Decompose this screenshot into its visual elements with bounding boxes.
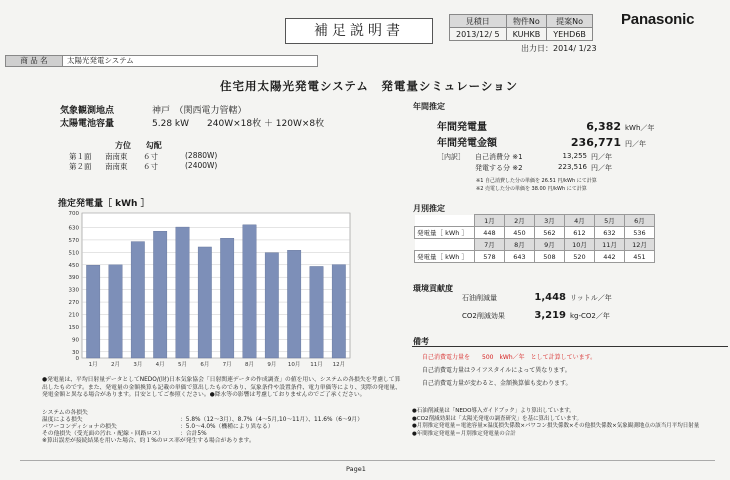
x-tick-label: 1月 [88,362,98,368]
loss-key: 温度による損失 [42,417,83,423]
co2-unit: kg-CO2／年 [570,312,610,320]
month-header: 2月 [505,215,535,227]
loss-block [42,410,412,445]
oil-reduction [462,292,612,303]
co2-label: CO2削減効果 [462,312,505,320]
y-tick-label: 390 [68,275,79,282]
page-title: 住宅用太陽光発電システム 発電量シミュレーション [220,79,519,93]
chart-bar [243,225,256,358]
y-tick-label: 700 [68,211,79,217]
x-tick-label: 8月 [245,362,254,368]
annual-amount-label: 年間発電金額 [437,138,497,149]
annual-amount-unit: 円／年 [625,140,646,148]
face-watts: (2400W) [185,161,218,170]
station-label: 気象観測地点 [60,106,115,116]
breakdown-value: 223,516 [558,163,587,171]
face-name: 第１面 [69,152,92,161]
footer-divider [20,460,715,461]
month-value: 578 [475,251,505,263]
output-date: 出力日：2014/ 1/23 [521,44,597,53]
oil-label: 石油削減量 [462,294,497,302]
annual-generation-unit: kWh／年 [625,124,655,132]
meta-header-date: 見積日 [450,15,507,28]
month-value: 632 [595,227,625,239]
y-tick-label: 90 [72,337,79,344]
orientation-header-slope: 勾配 [145,141,162,150]
site-info [60,103,324,129]
meta-value-property: KUHKB [506,28,547,41]
breakdown-label: 自己消費分 ※1 [475,153,523,161]
loss-row [42,431,412,438]
product-value: 太陽光発電システム [63,55,318,67]
loss-value: ：5.0〜4.0%（機種により異なる） [180,424,274,430]
chart-bar [153,231,166,358]
chart-bar [176,227,189,358]
capacity-line [60,116,324,129]
remarks-heading: 備考 [413,337,429,346]
month-header: 1月 [475,215,505,227]
loss-row [42,417,412,424]
panel-faces [69,151,217,171]
product-name-row [5,55,318,67]
x-tick-label: 3月 [133,362,143,368]
chart-bar [265,253,278,358]
breakdown-unit: 円／年 [591,153,612,161]
remark-line: 自己消費電力量が変わると、金額換算値も変わります。 [422,380,572,387]
y-tick-label: 510 [68,250,79,257]
y-tick-label: 0 [75,356,79,362]
x-tick-label: 7月 [222,362,232,368]
month-header: 7月 [475,239,505,251]
remark-line: 自己消費電力量を 500 kWh／年 として計算しています。 [422,354,597,361]
month-value: 508 [535,251,565,263]
calculation-note: ●年間推定発電量＝月別推定発電量の合計 [412,430,516,437]
breakdown-label: 発電する分 ※2 [475,164,523,172]
calculation-note: ●月別推定発電量＝電池容量×温度損失係数×パワコン損失係数×その他損失係数×気象観測地点の該当月平均日射量 [412,423,700,430]
price-footnote: ※1 自己消費した分の単価を 26.51 円/kWh にて計算 [476,178,597,184]
monthly-generation-chart [60,208,360,370]
y-tick-label: 330 [68,287,79,294]
meta-header-proposal: 提案No [547,15,593,28]
simulation-note: ●発電量は、平均日射量データとしてNEDO/(財)日本気象協会「日射関連データの作成調査」の値を用い、システムの各損失を考慮して算出したものです。また、発電量の金額換算も記載の単価で算出したものであり、気象条件や設置条件、電力単価等により、実際の発電量、発電金額と異なる場合があります。目安としてご参照ください。●降水等の影響は考慮しておりませんのでご了承ください。 [42,377,401,399]
face-name: 第２面 [69,162,92,171]
meta-header-property: 物件No [506,15,547,28]
x-tick-label: 11月 [310,362,323,368]
x-tick-label: 10月 [287,362,301,368]
month-value: 612 [565,227,595,239]
capacity-label: 太陽電池容量 [60,119,115,129]
monthly-row-label: 発電量［ kWh ］ [415,227,475,239]
breakdown-prefix: ［内訳］ [437,153,465,161]
annual-generation-label: 年間発電量 [437,122,487,133]
month-header: 3月 [535,215,565,227]
month-header: 6月 [625,215,655,227]
monthly-heading: 月別推定 [413,204,445,213]
breakdown-prefix [437,163,475,173]
chart-bar [220,238,233,358]
breakdown-row [437,152,612,162]
breakdown-value: 13,255 [562,152,587,160]
y-tick-label: 630 [68,225,79,232]
orientation-header-direction: 方位 [115,141,131,150]
chart-title: 推定発電量［ kWh ］ [58,199,150,209]
monthly-corner [415,215,475,227]
chart-bar [332,265,345,358]
product-label: 商 品 名 [5,55,63,67]
remarks-divider [412,346,728,347]
month-value: 450 [505,227,535,239]
meta-value-date: 2013/12/ 5 [450,28,507,41]
x-tick-label: 5月 [178,362,187,368]
calculation-note: ●石油削減量は「NEDO導入ガイドブック」より算出しています。 [412,408,575,414]
month-header: 4月 [565,215,595,227]
annual-amount [437,134,646,149]
orientation-header [115,140,174,151]
x-tick-label: 12月 [332,362,346,368]
month-value: 448 [475,227,505,239]
annual-generation-value: 6,382 [586,120,621,133]
y-tick-label: 150 [68,324,79,331]
month-value: 562 [535,227,565,239]
month-value: 451 [625,251,655,263]
face-direction: 南南東 [105,162,128,171]
face-slope: ６寸 [143,162,158,171]
brand-logo: Panasonic [621,11,695,28]
capacity-value: 5.28 kW 240W×18枚 ＋ 120W×8枚 [152,119,325,129]
face-slope: ６寸 [143,152,158,161]
x-tick-label: 9月 [267,362,277,368]
month-value: 536 [625,227,655,239]
loss-value: ：5.8%（12〜3月）、8.7%（4〜5月,10〜11月）、11.6%（6〜9月） [180,417,364,423]
loss-row [42,424,412,431]
estimate-meta-table [449,14,593,41]
y-tick-label: 210 [68,312,79,319]
y-tick-label: 450 [68,262,79,269]
monthly-corner [415,239,475,251]
chart-bar [198,247,211,358]
x-tick-label: 6月 [200,362,210,368]
annual-heading: 年間推定 [413,102,445,111]
loss-key: パワーコンディショナの損失 [42,424,117,430]
x-tick-label: 4月 [155,362,165,368]
month-value: 520 [565,251,595,263]
station-value: 神戸 （関西電力管轄） [152,106,247,116]
oil-value: 1,448 [534,292,566,303]
chart-bar [131,242,144,358]
document-title: 補足説明書 [285,18,433,44]
co2-value: 3,219 [534,310,566,321]
monthly-table [414,214,655,263]
annual-generation [437,118,654,133]
panel-face-row [69,151,217,161]
face-watts: (2880W) [185,151,218,160]
loss-key: その他損失（受光面の汚れ・配線・回路ロス） [42,431,164,437]
chart-bar [86,265,99,358]
breakdown-unit: 円／年 [591,164,612,172]
environment-heading: 環境貢献度 [413,284,453,293]
x-tick-label: 2月 [111,362,120,368]
remark-line: 自己消費電力量はライフスタイルによって異なります。 [422,367,571,374]
y-tick-label: 30 [72,349,79,356]
y-tick-label: 270 [68,300,79,307]
month-value: 643 [505,251,535,263]
loss-footer: ※算出誤差が接続結果を用いた場合、約１%のロス率が発生する場合があります。 [42,438,255,444]
month-value: 442 [595,251,625,263]
month-header: 11月 [595,239,625,251]
month-header: 8月 [505,239,535,251]
oil-unit: リットル／年 [570,294,612,302]
month-header: 12月 [625,239,655,251]
calculation-note: ●CO2削減効果は「太陽光発電の調査研究」を基に算出しています。 [412,415,583,422]
month-header: 10月 [565,239,595,251]
chart-bar [287,250,300,358]
month-header: 5月 [595,215,625,227]
price-footnote: ※2 売電した分の単価を 38.00 円/kWh にて計算 [476,186,587,192]
loss-title: システムの各損失 [42,410,88,416]
meta-value-proposal: YEHD6B [547,28,593,41]
chart-bar [310,266,323,358]
page-number: Page1 [346,465,366,473]
face-direction: 南南東 [105,152,128,161]
month-header: 9月 [535,239,565,251]
panel-face-row [69,161,217,171]
chart-bar [109,265,122,358]
annual-amount-value: 236,771 [570,136,621,149]
breakdown-row [437,163,612,173]
monthly-row-label: 発電量［ kWh ］ [415,251,475,263]
co2-reduction [462,310,610,321]
calculation-notes [412,408,699,438]
station-line [60,103,324,116]
y-tick-label: 570 [68,237,79,244]
loss-value: ：合計5% [180,431,207,437]
